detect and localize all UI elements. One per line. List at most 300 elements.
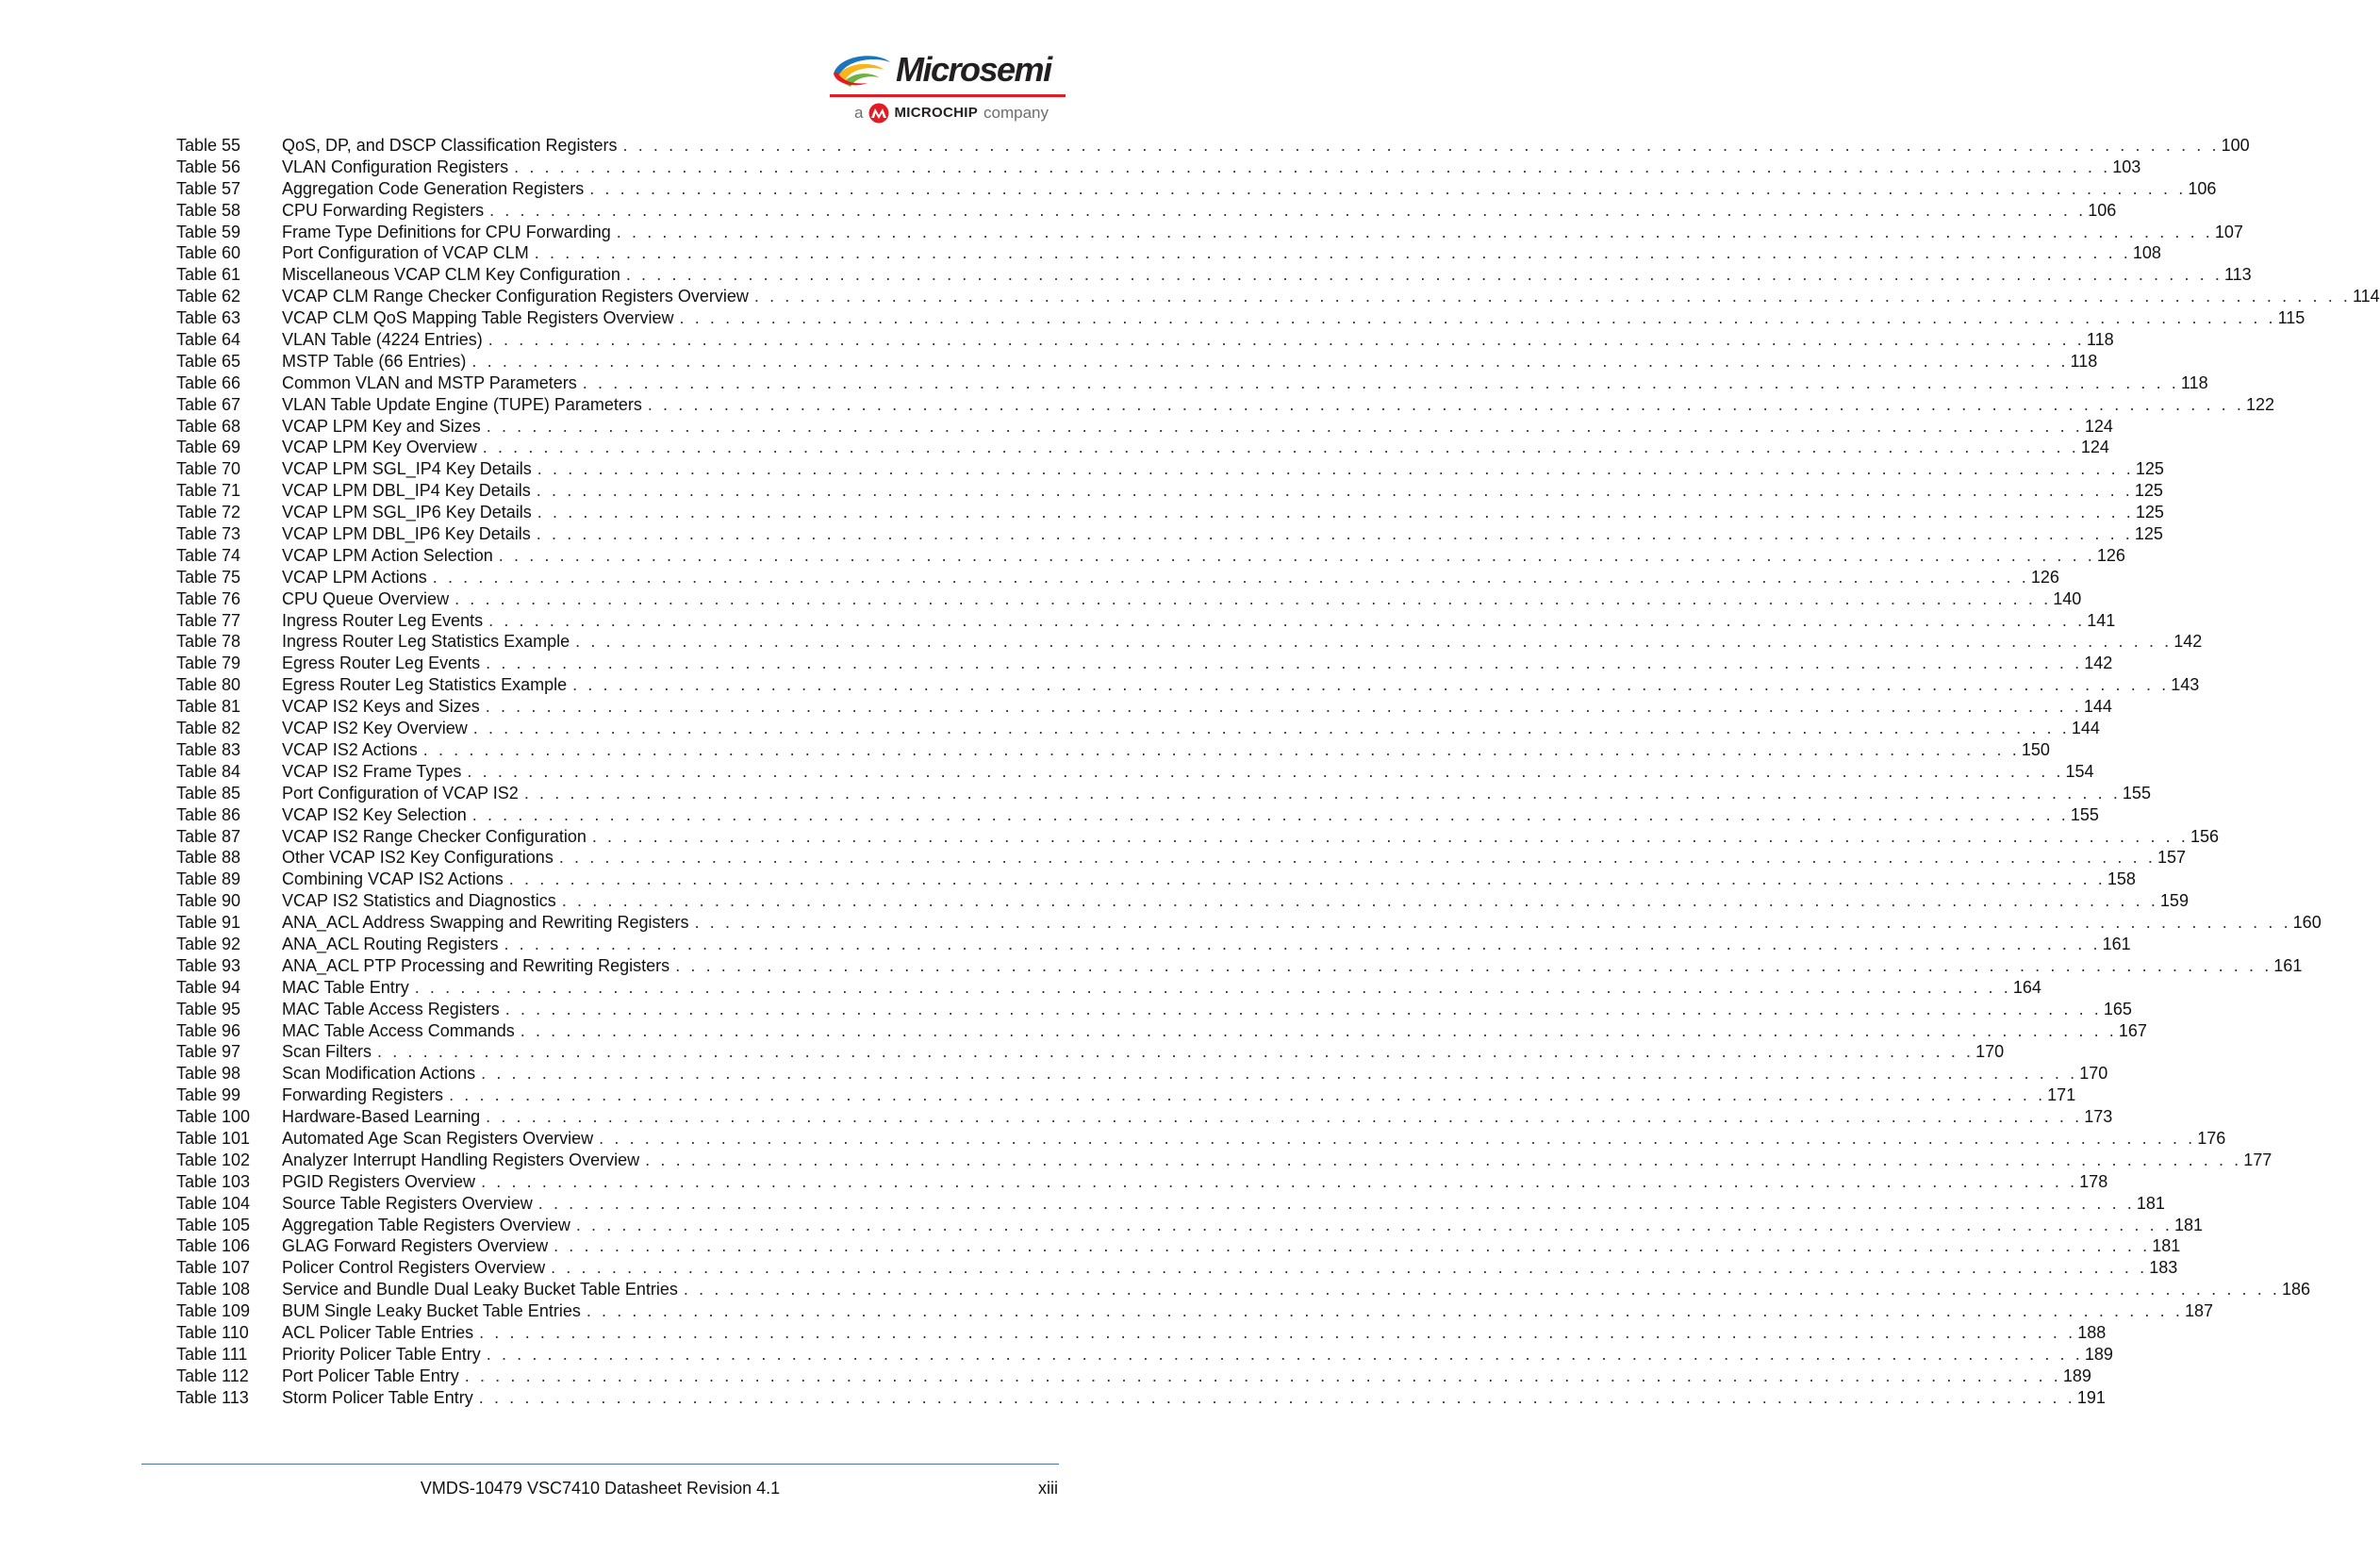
toc-entry-page: 154 (2065, 761, 2094, 781)
toc-entry-number: Table 70 (176, 459, 241, 479)
toc-entry-number: Table 104 (176, 1193, 251, 1213)
toc-entry[interactable] (176, 1366, 2091, 1387)
toc-entry-number: Table 89 (176, 869, 241, 889)
toc-entry[interactable] (176, 1106, 2113, 1128)
toc-entry-number: Table 62 (176, 287, 241, 306)
toc-entry-page: 100 (2221, 136, 2250, 155)
toc-dot-leader: . . . . . . . . . . . . . . . . . . . . . . . . . . . . . . . . . . . . . . . . . . . . . . . . . . . . . . . . . . . . . . . . . . . . . . . . . . . . . . . . . . . . . . . . . . . . . . . . . . . . . . . . . (482, 438, 2079, 457)
toc-entry-number: Table 58 (176, 200, 241, 220)
toc-dot-leader: . . . . . . . . . . . . . . . . . . . . . . . . . . . . . . . . . . . . . . . . . . . . . . . . . . . . . . . . . . . . . . . . . . . . . . . . . . . . . . . . . . . . . . . . . . . . . . . . . . . . . . . . . (537, 459, 2134, 479)
toc-dot-leader: . . . . . . . . . . . . . . . . . . . . . . . . . . . . . . . . . . . . . . . . . . . . . . . . . . . . . . . . . . . . . . . . . . . . . . . . . . . . . . . . . . . . . . . . . . . . . . . . . . . . . . . . . (572, 675, 2170, 695)
toc-entry-page: 155 (2122, 783, 2151, 803)
toc-entry-page: 158 (2107, 869, 2136, 889)
toc-entry[interactable] (176, 761, 2094, 783)
toc-dot-leader: . . . . . . . . . . . . . . . . . . . . . . . . . . . . . . . . . . . . . . . . . . . . . . . . . . . . . . . . . . . . . . . . . . . . . . . . . . . . . . . . . . . . . . . . . . . . . . . . . . . . . . . . . (591, 826, 2189, 846)
toc-entry-title: MAC Table Access Commands (282, 1020, 515, 1040)
toc-entry-number: Table 94 (176, 977, 241, 997)
toc-entry-title: VCAP LPM SGL_IP4 Key Details (282, 459, 532, 479)
toc-dot-leader: . . . . . . . . . . . . . . . . . . . . . . . . . . . . . . . . . . . . . . . . . . . . . . . . . . . . . . . . . . . . . . . . . . . . . . . . . . . . . . . . . . . . . . . . . . . . . . . . . . . . . . . . . (582, 372, 2179, 392)
brand-subline (854, 103, 1049, 124)
footer-page-number: xiii (1038, 1479, 1058, 1498)
toc-entry-page: 177 (2243, 1150, 2273, 1169)
toc-dot-leader: . . . . . . . . . . . . . . . . . . . . . . . . . . . . . . . . . . . . . . . . . . . . . . . . . . . . . . . . . . . . . . . . . . . . . . . . . . . . . . . . . . . . . . . . . . . . . . . . . . . . . . . . . (616, 222, 2213, 241)
toc-entry[interactable] (176, 545, 2125, 567)
toc-entry[interactable] (176, 955, 2303, 977)
toc-entry[interactable] (176, 1235, 2181, 1257)
toc-entry-number: Table 103 (176, 1171, 251, 1191)
toc-entry[interactable] (176, 1041, 2005, 1063)
brand-sub-suffix: company (983, 104, 1049, 122)
toc-dot-leader: . . . . . . . . . . . . . . . . . . . . . . . . . . . . . . . . . . . . . . . . . . . . . . . . . . . . . . . . . . . . . . . . . . . . . . . . . . . . . . . . . . . . . . . . . . . . . . . . . . . . . . . . . (679, 308, 2276, 328)
toc-entry[interactable] (176, 135, 2250, 157)
toc-entry-page: 125 (2134, 524, 2163, 544)
toc-dot-leader: . . . . . . . . . . . . . . . . . . . . . . . . . . . . . . . . . . . . . . . . . . . . . . . . . . . . . . . . . . . . . . . . . . . . . . . . . . . . . . . . . . . . . . . . . . . . . . . . . . . . . . . . . (467, 761, 2064, 781)
toc-entry-page: 183 (2149, 1258, 2178, 1278)
toc-entry-number: Table 77 (176, 610, 241, 630)
toc-entry[interactable] (176, 1257, 2178, 1279)
toc-entry-page: 106 (2188, 178, 2217, 198)
toc-entry-number: Table 57 (176, 178, 241, 198)
toc-entry-number: Table 88 (176, 848, 241, 868)
toc-entry[interactable] (176, 351, 2098, 372)
toc-entry[interactable] (176, 674, 2200, 696)
toc-entry-title: Miscellaneous VCAP CLM Key Configuration (282, 265, 620, 285)
toc-entry-title: Frame Type Definitions for CPU Forwarding (282, 222, 611, 241)
toc-entry-page: 141 (2087, 610, 2116, 630)
toc-entry-title: Priority Policer Table Entry (282, 1344, 481, 1364)
toc-entry-page: 118 (2070, 351, 2098, 371)
footer-document-title: VMDS-10479 VSC7410 Datasheet Revision 4.1 (420, 1479, 781, 1498)
toc-entry[interactable] (176, 307, 2306, 329)
toc-entry-page: 189 (2062, 1366, 2091, 1385)
toc-entry-page: 107 (2214, 222, 2243, 241)
toc-entry-title: VCAP IS2 Keys and Sizes (282, 697, 480, 717)
toc-entry-title: ACL Policer Table Entries (282, 1322, 474, 1342)
microsemi-swirl-icon (830, 51, 894, 91)
toc-entry-number: Table 96 (176, 1020, 241, 1040)
toc-dot-leader: . . . . . . . . . . . . . . . . . . . . . . . . . . . . . . . . . . . . . . . . . . . . . . . . . . . . . . . . . . . . . . . . . . . . . . . . . . . . . . . . . . . . . . . . . . . . . . . . . . . . . . . . . (486, 1344, 2083, 1364)
toc-entry-page: 157 (2157, 848, 2186, 868)
toc-entry[interactable] (176, 480, 2163, 502)
toc-entry-number: Table 75 (176, 567, 241, 587)
toc-dot-leader: . . . . . . . . . . . . . . . . . . . . . . . . . . . . . . . . . . . . . . . . . . . . . . . . . . . . . . . . . . . . . . . . . . . . . . . . . . . . . . . . . . . . . . . . . . . . . . . . . . . . . . . . . (625, 265, 2223, 285)
toc-entry-title: VCAP IS2 Actions (282, 739, 418, 759)
toc-entry-title: Common VLAN and MSTP Parameters (282, 372, 577, 392)
toc-entry-page: 170 (1975, 1042, 2005, 1062)
toc-entry-title: VCAP IS2 Key Selection (282, 804, 467, 824)
toc-entry-page: 188 (2077, 1322, 2107, 1342)
toc-entry-title: VLAN Table (4224 Entries) (282, 330, 483, 350)
toc-entry-title: Hardware-Based Learning (282, 1107, 481, 1127)
toc-entry-title: Egress Router Leg Statistics Example (282, 675, 568, 695)
toc-entry-title: Automated Age Scan Registers Overview (282, 1128, 594, 1148)
toc-dot-leader: . . . . . . . . . . . . . . . . . . . . . . . . . . . . . . . . . . . . . . . . . . . . . . . . . . . . . . . . . . . . . . . . . . . . . . . . . . . . . . . . . . . . . . . . . . . . . . . . . . . . . . . . . (422, 739, 2020, 759)
microsemi-logo (830, 49, 1066, 126)
toc-dot-leader: . . . . . . . . . . . . . . . . . . . . . . . . . . . . . . . . . . . . . . . . . . . . . . . . . . . . . . . . . . . . . . . . . . . . . . . . . . . . . . . . . . . . . . . . . . . . . . . . . . . . . . . . . (479, 1322, 2076, 1342)
toc-entry-title: Other VCAP IS2 Key Configurations (282, 848, 554, 868)
toc-entry[interactable] (176, 200, 2117, 222)
toc-entry[interactable] (176, 416, 2113, 438)
toc-entry[interactable] (176, 1322, 2107, 1344)
toc-entry[interactable] (176, 912, 2322, 934)
toc-entry-title: ANA_ACL Routing Registers (282, 934, 499, 953)
toc-entry[interactable] (176, 934, 2131, 955)
toc-entry-number: Table 73 (176, 524, 241, 544)
toc-entry[interactable] (176, 999, 2132, 1020)
toc-entry-title: ANA_ACL Address Swapping and Rewriting Registers (282, 913, 689, 933)
toc-entry-number: Table 111 (176, 1344, 248, 1364)
toc-entry-title: VCAP IS2 Frame Types (282, 761, 462, 781)
toc-entry-number: Table 71 (176, 481, 241, 501)
toc-entry-page: 191 (2076, 1387, 2106, 1407)
toc-entry-number: Table 98 (176, 1064, 241, 1084)
toc-dot-leader: . . . . . . . . . . . . . . . . . . . . . . . . . . . . . . . . . . . . . . . . . . . . . . . . . . . . . . . . . . . . . . . . . . . . . . . . . . . . . . . . . . . . . . . . . . . . . . . . . . . . . . . . . (599, 1128, 2196, 1148)
toc-entry-number: Table 76 (176, 588, 241, 608)
toc-entry-number: Table 61 (176, 265, 241, 285)
toc-entry[interactable] (176, 1300, 2213, 1322)
toc-entry-number: Table 66 (176, 372, 241, 392)
toc-entry-title: Combining VCAP IS2 Actions (282, 869, 504, 889)
toc-entry-page: 103 (2112, 157, 2141, 176)
toc-entry-number: Table 64 (176, 330, 241, 350)
toc-dot-leader: . . . . . . . . . . . . . . . . . . . . . . . . . . . . . . . . . . . . . . . . . . . . . . . . . . . . . . . . . . . . . . . . . . . . . . . . . . . . . . . . . . . . . . . . . . . . . . . . . . . . . . . . . (485, 697, 2082, 717)
brand-sub-company: MICROCHIP (894, 105, 979, 121)
toc-entry-page: 144 (2071, 719, 2100, 738)
toc-entry-page: 159 (2159, 891, 2189, 911)
toc-entry-title: VLAN Table Update Engine (TUPE) Parameters (282, 394, 642, 414)
toc-entry[interactable] (176, 826, 2220, 848)
toc-dot-leader: . . . . . . . . . . . . . . . . . . . . . . . . . . . . . . . . . . . . . . . . . . . . . . . . . . . . . . . . . . . . . . . . . . . . . . . . . . . . . . . . . . . . . . . . . . . . . . . . . . . . . . . . . (558, 848, 2156, 868)
toc-entry-title: Ingress Router Leg Events (282, 610, 484, 630)
toc-entry[interactable] (176, 1279, 2311, 1300)
toc-dot-leader: . . . . . . . . . . . . . . . . . . . . . . . . . . . . . . . . . . . . . . . . . . . . . . . . . . . . . . . . . . . . . . . . . . . . . . . . . . . . . . . . . . . . . . . . . . . . . . . . . . . . . . . . . (414, 977, 2011, 997)
toc-entry-title: Storm Policer Table Entry (282, 1387, 473, 1407)
toc-entry[interactable] (176, 264, 2252, 286)
brand-name: Microsemi (896, 50, 1051, 89)
toc-entry-title: BUM Single Leaky Bucket Table Entries (282, 1301, 581, 1321)
toc-entry[interactable] (176, 869, 2136, 890)
toc-entry-page: 171 (2047, 1085, 2076, 1105)
toc-entry-page: 142 (2173, 632, 2203, 652)
toc-dot-leader: . . . . . . . . . . . . . . . . . . . . . . . . . . . . . . . . . . . . . . . . . . . . . . . . . . . . . . . . . . . . . . . . . . . . . . . . . . . . . . . . . . . . . . . . . . . . . . . . . . . . . . . . . (589, 178, 2187, 198)
toc-entry-page: 156 (2190, 826, 2220, 846)
toc-entry-number: Table 84 (176, 761, 241, 781)
toc-entry-page: 125 (2135, 503, 2164, 522)
toc-entry[interactable] (176, 157, 2141, 178)
toc-dot-leader: . . . . . . . . . . . . . . . . . . . . . . . . . . . . . . . . . . . . . . . . . . . . . . . . . . . . . . . . . . . . . . . . . . . . . . . . . . . . . . . . . . . . . . . . . . . . . . . . . . . . . . . . . (489, 200, 2087, 220)
toc-entry[interactable] (176, 1171, 2108, 1193)
toc-dot-leader: . . . . . . . . . . . . . . . . . . . . . . . . . . . . . . . . . . . . . . . . . . . . . . . . . . . . . . . . . . . . . . . . . . . . . . . . . . . . . . . . . . . . . . . . . . . . . . . . . . . . . . . . . (554, 1236, 2151, 1256)
toc-dot-leader: . . . . . . . . . . . . . . . . . . . . . . . . . . . . . . . . . . . . . . . . . . . . . . . . . . . . . . . . . . . . . . . . . . . . . . . . . . . . . . . . . . . . . . . . . . . . . . . . . . . . . . . . . (753, 287, 2351, 306)
toc-entry-number: Table 106 (176, 1236, 251, 1256)
toc-dot-leader: . . . . . . . . . . . . . . . . . . . . . . . . . . . . . . . . . . . . . . . . . . . . . . . . . . . . . . . . . . . . . . . . . . . . . . . . . . . . . . . . . . . . . . . . . . . . . . . . . . . . . . . . . (498, 545, 2095, 565)
toc-entry[interactable] (176, 1020, 2147, 1042)
toc-entry-title: Analyzer Interrupt Handling Registers Overview (282, 1150, 640, 1169)
toc-entry-number: Table 82 (176, 719, 241, 738)
toc-dot-leader: . . . . . . . . . . . . . . . . . . . . . . . . . . . . . . . . . . . . . . . . . . . . . . . . . . . . . . . . . . . . . . . . . . . . . . . . . . . . . . . . . . . . . . . . . . . . . . . . . . . . . . . . . (551, 1258, 2148, 1278)
toc-entry-number: Table 80 (176, 675, 241, 695)
footer-rule (141, 1464, 1059, 1465)
toc-entry-page: 144 (2083, 697, 2112, 717)
toc-entry[interactable] (176, 222, 2243, 243)
toc-entry-number: Table 72 (176, 503, 241, 522)
toc-dot-leader: . . . . . . . . . . . . . . . . . . . . . . . . . . . . . . . . . . . . . . . . . . . . . . . . . . . . . . . . . . . . . . . . . . . . . . . . . . . . . . . . . . . . . . . . . . . . . . . . . . . . . . . . . (514, 157, 2111, 176)
toc-entry-title: ANA_ACL PTP Processing and Rewriting Registers (282, 955, 670, 975)
toc-entry[interactable] (176, 178, 2217, 200)
toc-dot-leader: . . . . . . . . . . . . . . . . . . . . . . . . . . . . . . . . . . . . . . . . . . . . . . . . . . . . . . . . . . . . . . . . . . . . . . . . . . . . . . . . . . . . . . . . . . . . . . . . . . . . . . . . . (645, 1150, 2242, 1169)
toc-entry[interactable] (176, 653, 2113, 674)
toc-entry-title: Scan Modification Actions (282, 1064, 476, 1084)
toc-dot-leader: . . . . . . . . . . . . . . . . . . . . . . . . . . . . . . . . . . . . . . . . . . . . . . . . . . . . . . . . . . . . . . . . . . . . . . . . . . . . . . . . . . . . . . . . . . . . . . . . . . . . . . . . . (520, 1020, 2117, 1040)
toc-entry-page: 164 (2012, 977, 2041, 997)
toc-entry-number: Table 91 (176, 913, 241, 933)
toc-entry-page: 181 (2136, 1193, 2165, 1213)
toc-entry-number: Table 102 (176, 1150, 251, 1169)
toc-entry[interactable] (176, 610, 2116, 632)
toc-entry-title: Port Policer Table Entry (282, 1366, 459, 1385)
toc-entry[interactable] (176, 1387, 2106, 1409)
toc-entry-title: VCAP IS2 Range Checker Configuration (282, 826, 587, 846)
toc-entry-page: 178 (2079, 1171, 2108, 1191)
toc-entry-number: Table 86 (176, 804, 241, 824)
toc-entry-title: Port Configuration of VCAP IS2 (282, 783, 519, 803)
toc-dot-leader: . . . . . . . . . . . . . . . . . . . . . . . . . . . . . . . . . . . . . . . . . . . . . . . . . . . . . . . . . . . . . . . . . . . . . . . . . . . . . . . . . . . . . . . . . . . . . . . . . . . . . . . . . (478, 1387, 2075, 1407)
toc-entry[interactable] (176, 847, 2186, 869)
toc-entry-title: QoS, DP, and DSCP Classification Registers (282, 136, 618, 155)
microchip-logo-icon (868, 103, 890, 124)
toc-dot-leader: . . . . . . . . . . . . . . . . . . . . . . . . . . . . . . . . . . . . . . . . . . . . . . . . . . . . . . . . . . . . . . . . . . . . . . . . . . . . . . . . . . . . . . . . . . . . . . . . . . . . . . . . . (486, 1107, 2083, 1127)
toc-entry-page: 189 (2084, 1344, 2113, 1364)
toc-dot-leader: . . . . . . . . . . . . . . . . . . . . . . . . . . . . . . . . . . . . . . . . . . . . . . . . . . . . . . . . . . . . . . . . . . . . . . . . . . . . . . . . . . . . . . . . . . . . . . . . . . . . . . . . . (504, 999, 2102, 1018)
toc-entry-title: Port Configuration of VCAP CLM (282, 243, 529, 263)
toc-entry-page: 161 (2273, 955, 2303, 975)
toc-entry[interactable] (176, 1128, 2226, 1150)
toc-dot-leader: . . . . . . . . . . . . . . . . . . . . . . . . . . . . . . . . . . . . . . . . . . . . . . . . . . . . . . . . . . . . . . . . . . . . . . . . . . . . . . . . . . . . . . . . . . . . . . . . . . . . . . . . . (523, 783, 2121, 803)
toc-dot-leader: . . . . . . . . . . . . . . . . . . . . . . . . . . . . . . . . . . . . . . . . . . . . . . . . . . . . . . . . . . . . . . . . . . . . . . . . . . . . . . . . . . . . . . . . . . . . . . . . . . . . . . . . . (488, 610, 2086, 630)
toc-entry-title: CPU Queue Overview (282, 588, 450, 608)
toc-entry-title: MSTP Table (66 Entries) (282, 351, 467, 371)
toc-entry-number: Table 85 (176, 783, 241, 803)
toc-entry-title: MAC Table Access Registers (282, 999, 500, 1018)
toc-entry-page: 143 (2171, 675, 2200, 695)
toc-entry[interactable] (176, 1150, 2273, 1171)
toc-entry-title: Ingress Router Leg Statistics Example (282, 632, 570, 652)
toc-dot-leader: . . . . . . . . . . . . . . . . . . . . . . . . . . . . . . . . . . . . . . . . . . . . . . . . . . . . . . . . . . . . . . . . . . . . . . . . . . . . . . . . . . . . . . . . . . . . . . . . . . . . . . . . . (536, 481, 2133, 501)
toc-entry-number: Table 78 (176, 632, 241, 652)
toc-entry[interactable] (176, 696, 2112, 718)
toc-entry-title: VCAP LPM Key Overview (282, 438, 477, 457)
toc-entry-title: Aggregation Table Registers Overview (282, 1215, 570, 1234)
toc-entry-number: Table 100 (176, 1107, 251, 1127)
toc-entry-number: Table 81 (176, 697, 241, 717)
toc-entry-title: VCAP IS2 Statistics and Diagnostics (282, 891, 556, 911)
toc-entry[interactable] (176, 804, 2099, 826)
toc-entry[interactable] (176, 523, 2163, 545)
toc-entry-page: 181 (2152, 1236, 2181, 1256)
toc-dot-leader: . . . . . . . . . . . . . . . . . . . . . . . . . . . . . . . . . . . . . . . . . . . . . . . . . . . . . . . . . . . . . . . . . . . . . . . . . . . . . . . . . . . . . . . . . . . . . . . . . . . . . . . . . (481, 1064, 2078, 1084)
toc-entry-number: Table 95 (176, 999, 241, 1018)
toc-entry-number: Table 110 (176, 1322, 249, 1342)
toc-entry-number: Table 60 (176, 243, 241, 263)
toc-dot-leader: . . . . . . . . . . . . . . . . . . . . . . . . . . . . . . . . . . . . . . . . . . . . . . . . . . . . . . . . . . . . . . . . . . . . . . . . . . . . . . . . . . . . . . . . . . . . . . . . . . . . . . . . . (575, 632, 2173, 652)
toc-entry-number: Table 67 (176, 394, 241, 414)
brand-sub-prefix: a (854, 104, 864, 122)
toc-entry[interactable] (176, 1193, 2165, 1215)
toc-entry-title: Service and Bundle Dual Leaky Bucket Table Entries (282, 1280, 678, 1299)
toc-entry[interactable] (176, 1063, 2108, 1084)
toc-entry-page: 186 (2282, 1280, 2311, 1299)
toc-entry-page: 181 (2173, 1215, 2203, 1234)
toc-entry-page: 187 (2184, 1301, 2213, 1321)
toc-entry-page: 167 (2118, 1020, 2147, 1040)
toc-entry[interactable] (176, 718, 2100, 739)
brand-rule (830, 94, 1066, 97)
toc-entry[interactable] (176, 1084, 2076, 1106)
toc-entry-page: 125 (2134, 481, 2163, 501)
toc-entry-number: Table 108 (176, 1280, 251, 1299)
toc-entry-title: CPU Forwarding Registers (282, 200, 485, 220)
toc-dot-leader: . . . . . . . . . . . . . . . . . . . . . . . . . . . . . . . . . . . . . . . . . . . . . . . . . . . . . . . . . . . . . . . . . . . . . . . . . . . . . . . . . . . . . . . . . . . . . . . . . . . . . . . . . (534, 243, 2131, 263)
toc-entry-title: Aggregation Code Generation Registers (282, 178, 585, 198)
toc-entry-number: Table 107 (176, 1258, 251, 1278)
toc-entry-page: 115 (2277, 308, 2306, 328)
toc-dot-leader: . . . . . . . . . . . . . . . . . . . . . . . . . . . . . . . . . . . . . . . . . . . . . . . . . . . . . . . . . . . . . . . . . . . . . . . . . . . . . . . . . . . . . . . . . . . . . . . . . . . . . . . . . (486, 654, 2083, 673)
toc-entry-number: Table 90 (176, 891, 241, 911)
toc-dot-leader: . . . . . . . . . . . . . . . . . . . . . . . . . . . . . . . . . . . . . . . . . . . . . . . . . . . . . . . . . . . . . . . . . . . . . . . . . . . . . . . . . . . . . . . . . . . . . . . . . . . . . . . . . (647, 394, 2244, 414)
toc-dot-leader: . . . . . . . . . . . . . . . . . . . . . . . . . . . . . . . . . . . . . . . . . . . . . . . . . . . . . . . . . . . . . . . . . . . . . . . . . . . . . . . . . . . . . . . . . . . . . . . . . . . . . . . . . (377, 1042, 1975, 1062)
toc-entry-title: VCAP IS2 Key Overview (282, 719, 468, 738)
toc-entry-page: 126 (2096, 545, 2125, 565)
toc-entry-page: 114 (2353, 287, 2380, 306)
toc-entry-title: Source Table Registers Overview (282, 1193, 533, 1213)
toc-entry-page: 106 (2088, 200, 2117, 220)
toc-dot-leader: . . . . . . . . . . . . . . . . . . . . . . . . . . . . . . . . . . . . . . . . . . . . . . . . . . . . . . . . . . . . . . . . . . . . . . . . . . . . . . . . . . . . . . . . . . . . . . . . . . . . . . . . . (537, 503, 2134, 522)
toc-dot-leader: . . . . . . . . . . . . . . . . . . . . . . . . . . . . . . . . . . . . . . . . . . . . . . . . . . . . . . . . . . . . . . . . . . . . . . . . . . . . . . . . . . . . . . . . . . . . . . . . . . . . . . . . . (504, 934, 2101, 953)
toc-entry[interactable] (176, 329, 2114, 351)
toc-entry-title: VCAP LPM DBL_IP6 Key Details (282, 524, 531, 544)
toc-entry-number: Table 101 (176, 1128, 251, 1148)
toc-entry-title: VCAP LPM SGL_IP6 Key Details (282, 503, 532, 522)
toc-entry[interactable] (176, 286, 2380, 307)
toc-dot-leader: . . . . . . . . . . . . . . . . . . . . . . . . . . . . . . . . . . . . . . . . . . . . . . . . . . . . . . . . . . . . . . . . . . . . . . . . . . . . . . . . . . . . . . . . . . . . . . . . . . . . . . . . . (575, 1215, 2173, 1234)
toc-entry[interactable] (176, 242, 2161, 264)
toc-entry-page: 140 (2053, 588, 2082, 608)
toc-dot-leader: . . . . . . . . . . . . . . . . . . . . . . . . . . . . . . . . . . . . . . . . . . . . . . . . . . . . . . . . . . . . . . . . . . . . . . . . . . . . . . . . . . . . . . . . . . . . . . . . . . . . . . . . . (586, 1301, 2183, 1321)
toc-dot-leader: . . . . . . . . . . . . . . . . . . . . . . . . . . . . . . . . . . . . . . . . . . . . . . . . . . . . . . . . . . . . . . . . . . . . . . . . . . . . . . . . . . . . . . . . . . . . . . . . . . . . . . . . . (481, 1171, 2078, 1191)
toc-entry[interactable] (176, 502, 2164, 523)
toc-entry-page: 118 (2180, 372, 2208, 392)
toc-entry-title: VLAN Configuration Registers (282, 157, 509, 176)
toc-entry-page: 160 (2292, 913, 2322, 933)
toc-entry-title: VCAP LPM Action Selection (282, 545, 493, 565)
toc-entry[interactable] (176, 394, 2275, 416)
toc-entry-page: 150 (2021, 739, 2050, 759)
toc-entry-number: Table 113 (176, 1387, 249, 1407)
toc-entry-page: 170 (2079, 1064, 2108, 1084)
toc-entry-title: PGID Registers Overview (282, 1171, 476, 1191)
toc-entry-number: Table 109 (176, 1301, 251, 1321)
toc-entry[interactable] (176, 631, 2203, 653)
toc-entry-number: Table 63 (176, 308, 241, 328)
toc-entry-title: Egress Router Leg Events (282, 654, 481, 673)
toc-entry-number: Table 92 (176, 934, 241, 953)
toc-entry-title: Scan Filters (282, 1042, 372, 1062)
toc-entry[interactable] (176, 437, 2109, 458)
toc-entry-title: VCAP LPM Actions (282, 567, 427, 587)
toc-dot-leader: . . . . . . . . . . . . . . . . . . . . . . . . . . . . . . . . . . . . . . . . . . . . . . . . . . . . . . . . . . . . . . . . . . . . . . . . . . . . . . . . . . . . . . . . . . . . . . . . . . . . . . . . . (464, 1366, 2061, 1385)
toc-entry[interactable] (176, 588, 2082, 610)
toc-entry-title: VCAP LPM Key and Sizes (282, 416, 481, 436)
toc-entry[interactable] (176, 783, 2151, 804)
toc-entry-title: VCAP LPM DBL_IP4 Key Details (282, 481, 531, 501)
toc-entry-page: 176 (2197, 1128, 2226, 1148)
toc-entry-page: 161 (2102, 934, 2131, 953)
toc-entry-title: VCAP CLM Range Checker Configuration Registers Overview (282, 287, 749, 306)
toc-entry-number: Table 83 (176, 739, 241, 759)
toc-dot-leader: . . . . . . . . . . . . . . . . . . . . . . . . . . . . . . . . . . . . . . . . . . . . . . . . . . . . . . . . . . . . . . . . . . . . . . . . . . . . . . . . . . . . . . . . . . . . . . . . . . . . . . . . . (694, 913, 2291, 933)
toc-entry[interactable] (176, 739, 2050, 761)
toc-dot-leader: . . . . . . . . . . . . . . . . . . . . . . . . . . . . . . . . . . . . . . . . . . . . . . . . . . . . . . . . . . . . . . . . . . . . . . . . . . . . . . . . . . . . . . . . . . . . . . . . . . . . . . . . . (472, 719, 2070, 738)
toc-entry-title: VCAP CLM QoS Mapping Table Registers Overview (282, 308, 674, 328)
toc-entry-number: Table 59 (176, 222, 241, 241)
toc-dot-leader: . . . . . . . . . . . . . . . . . . . . . . . . . . . . . . . . . . . . . . . . . . . . . . . . . . . . . . . . . . . . . . . . . . . . . . . . . . . . . . . . . . . . . . . . . . . . . . . . . . . . . . . . . (486, 416, 2083, 436)
toc-entry-number: Table 69 (176, 438, 241, 457)
toc-entry[interactable] (176, 567, 2059, 588)
toc-entry[interactable] (176, 977, 2041, 999)
toc-dot-leader: . . . . . . . . . . . . . . . . . . . . . . . . . . . . . . . . . . . . . . . . . . . . . . . . . . . . . . . . . . . . . . . . . . . . . . . . . . . . . . . . . . . . . . . . . . . . . . . . . . . . . . . . . (488, 330, 2085, 350)
list-of-tables (176, 135, 2380, 1409)
toc-entry-number: Table 55 (176, 136, 241, 155)
toc-entry-number: Table 65 (176, 351, 241, 371)
toc-dot-leader: . . . . . . . . . . . . . . . . . . . . . . . . . . . . . . . . . . . . . . . . . . . . . . . . . . . . . . . . . . . . . . . . . . . . . . . . . . . . . . . . . . . . . . . . . . . . . . . . . . . . . . . . . (622, 136, 2220, 155)
toc-entry-number: Table 112 (176, 1366, 249, 1385)
toc-entry-number: Table 97 (176, 1042, 241, 1062)
toc-entry[interactable] (176, 890, 2189, 912)
toc-entry-number: Table 68 (176, 416, 241, 436)
toc-entry-page: 118 (2086, 330, 2114, 350)
toc-dot-leader: . . . . . . . . . . . . . . . . . . . . . . . . . . . . . . . . . . . . . . . . . . . . . . . . . . . . . . . . . . . . . . . . . . . . . . . . . . . . . . . . . . . . . . . . . . . . . . . . . . . . . . . . . (537, 1193, 2135, 1213)
toc-entry[interactable] (176, 1215, 2203, 1236)
toc-entry-title: Forwarding Registers (282, 1085, 444, 1105)
toc-entry[interactable] (176, 458, 2164, 480)
toc-dot-leader: . . . . . . . . . . . . . . . . . . . . . . . . . . . . . . . . . . . . . . . . . . . . . . . . . . . . . . . . . . . . . . . . . . . . . . . . . . . . . . . . . . . . . . . . . . . . . . . . . . . . . . . . . (471, 804, 2069, 824)
toc-entry-number: Table 93 (176, 955, 241, 975)
toc-dot-leader: . . . . . . . . . . . . . . . . . . . . . . . . . . . . . . . . . . . . . . . . . . . . . . . . . . . . . . . . . . . . . . . . . . . . . . . . . . . . . . . . . . . . . . . . . . . . . . . . . . . . . . . . . (561, 891, 2158, 911)
toc-entry-number: Table 74 (176, 545, 241, 565)
toc-dot-leader: . . . . . . . . . . . . . . . . . . . . . . . . . . . . . . . . . . . . . . . . . . . . . . . . . . . . . . . . . . . . . . . . . . . . . . . . . . . . . . . . . . . . . . . . . . . . . . . . . . . . . . . . . (432, 567, 2029, 587)
toc-entry-number: Table 105 (176, 1215, 251, 1234)
toc-entry-title: GLAG Forward Registers Overview (282, 1236, 549, 1256)
toc-entry-page: 173 (2084, 1107, 2113, 1127)
toc-entry-number: Table 79 (176, 654, 241, 673)
toc-entry-page: 165 (2103, 999, 2132, 1018)
toc-entry-page: 126 (2030, 567, 2059, 587)
toc-entry-page: 122 (2245, 394, 2275, 414)
toc-dot-leader: . . . . . . . . . . . . . . . . . . . . . . . . . . . . . . . . . . . . . . . . . . . . . . . . . . . . . . . . . . . . . . . . . . . . . . . . . . . . . . . . . . . . . . . . . . . . . . . . . . . . . . . . . (683, 1280, 2281, 1299)
toc-entry-page: 142 (2084, 654, 2113, 673)
toc-entry-title: Policer Control Registers Overview (282, 1258, 546, 1278)
toc-dot-leader: . . . . . . . . . . . . . . . . . . . . . . . . . . . . . . . . . . . . . . . . . . . . . . . . . . . . . . . . . . . . . . . . . . . . . . . . . . . . . . . . . . . . . . . . . . . . . . . . . . . . . . . . . (471, 351, 2069, 371)
toc-entry[interactable] (176, 372, 2208, 394)
toc-dot-leader: . . . . . . . . . . . . . . . . . . . . . . . . . . . . . . . . . . . . . . . . . . . . . . . . . . . . . . . . . . . . . . . . . . . . . . . . . . . . . . . . . . . . . . . . . . . . . . . . . . . . . . . . . (455, 588, 2052, 608)
toc-dot-leader: . . . . . . . . . . . . . . . . . . . . . . . . . . . . . . . . . . . . . . . . . . . . . . . . . . . . . . . . . . . . . . . . . . . . . . . . . . . . . . . . . . . . . . . . . . . . . . . . . . . . . . . . . (449, 1085, 2046, 1105)
toc-entry-page: 124 (2080, 438, 2109, 457)
toc-entry-page: 125 (2135, 459, 2164, 479)
toc-entry-page: 155 (2070, 804, 2099, 824)
toc-entry[interactable] (176, 1344, 2113, 1366)
toc-entry-page: 108 (2132, 243, 2161, 263)
toc-entry-page: 124 (2084, 416, 2113, 436)
